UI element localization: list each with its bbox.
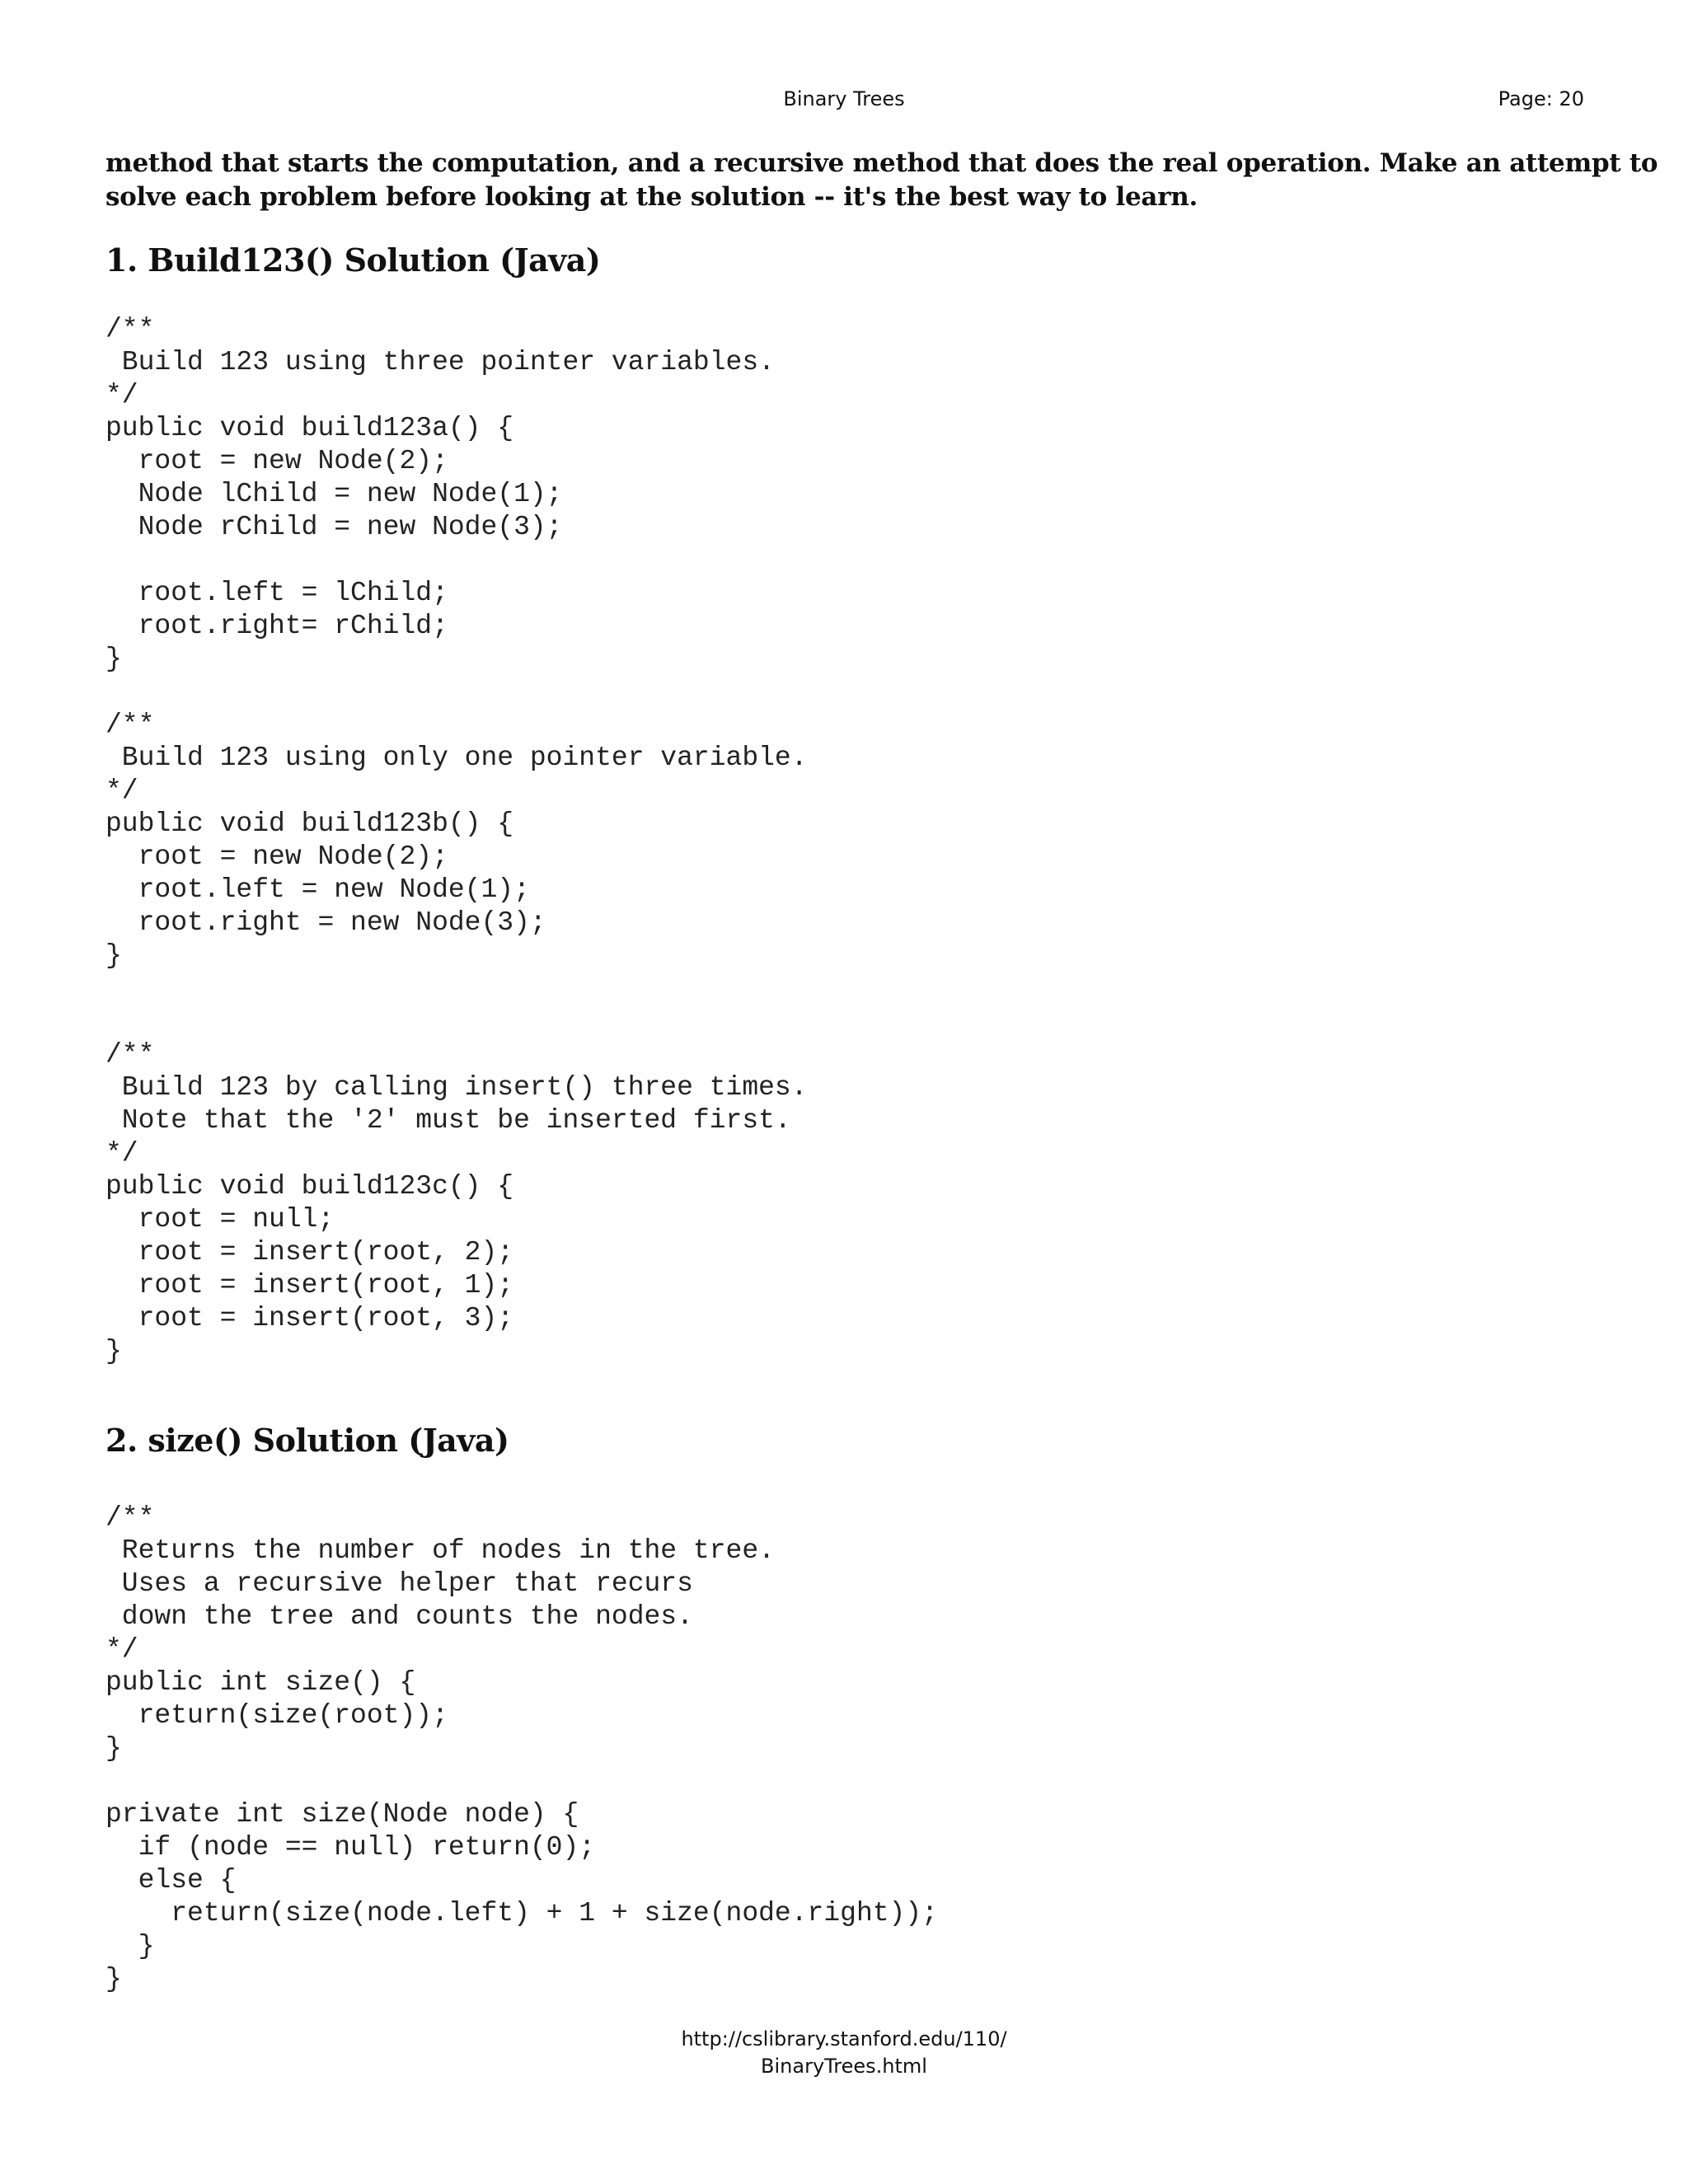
code-line: } <box>106 1733 122 1764</box>
code-line <box>106 676 808 709</box>
code-line: public void build123c() { <box>106 1171 514 1202</box>
code-line: public int size() { <box>106 1667 416 1698</box>
code-line <box>106 972 808 1005</box>
code-line: Build 123 using three pointer variables. <box>106 347 775 377</box>
code-line: public void build123b() { <box>106 808 514 839</box>
section-heading-build123: 1. Build123() Solution (Java) <box>106 241 601 279</box>
footer-url <box>0 2026 1688 2080</box>
code-line: else { <box>106 1865 237 1896</box>
running-title: Binary Trees <box>783 87 905 110</box>
code-block-size <box>106 1502 938 1996</box>
code-line: Node rChild = new Node(3); <box>106 512 563 542</box>
code-line: Uses a recursive helper that recurs <box>106 1568 693 1599</box>
code-line: } <box>106 1336 122 1366</box>
code-line <box>106 1005 808 1038</box>
code-line: /** <box>106 1502 155 1533</box>
footer-url-line: http://cslibrary.stanford.edu/110/ <box>681 2027 1007 2050</box>
code-line: down the tree and counts the nodes. <box>106 1601 693 1632</box>
code-block-build123 <box>106 313 808 1368</box>
code-line: root = new Node(2); <box>106 446 448 476</box>
code-line: /** <box>106 710 155 740</box>
intro-paragraph <box>106 147 1658 214</box>
code-line: root = insert(root, 3); <box>106 1303 514 1333</box>
section-heading-size: 2. size() Solution (Java) <box>106 1422 509 1459</box>
code-line: root = new Node(2); <box>106 841 448 872</box>
code-line: /** <box>106 314 155 344</box>
code-line: root.left = new Node(1); <box>106 874 530 905</box>
code-line: } <box>106 644 122 674</box>
code-line: } <box>106 1964 122 1994</box>
code-line: */ <box>106 380 138 410</box>
code-line: private int size(Node node) { <box>106 1799 579 1830</box>
code-line: Node lChild = new Node(1); <box>106 479 563 509</box>
code-line: root = null; <box>106 1204 335 1235</box>
code-line: root = insert(root, 1); <box>106 1270 514 1301</box>
code-line: Note that the '2' must be inserted first. <box>106 1105 791 1136</box>
code-line: } <box>106 940 122 971</box>
code-line: Returns the number of nodes in the tree. <box>106 1535 775 1566</box>
code-line: } <box>106 1931 155 1961</box>
code-line: */ <box>106 1138 138 1169</box>
code-line: public void build123a() { <box>106 413 514 443</box>
code-line: root.right = new Node(3); <box>106 907 546 938</box>
code-line: /** <box>106 1039 155 1070</box>
intro-line: method that starts the computation, and a recursive method that does the real operation. Make an attempt to <box>106 148 1658 178</box>
footer-url-line: BinaryTrees.html <box>761 2055 927 2078</box>
code-line <box>106 544 808 577</box>
code-line: root = insert(root, 2); <box>106 1237 514 1268</box>
code-line: if (node == null) return(0); <box>106 1832 596 1863</box>
code-line: root.left = lChild; <box>106 578 448 608</box>
code-line: return(size(root)); <box>106 1700 448 1731</box>
code-line: return(size(node.left) + 1 + size(node.right)); <box>106 1898 938 1929</box>
code-line <box>106 1765 938 1798</box>
code-line: */ <box>106 776 138 806</box>
code-line: root.right= rChild; <box>106 611 448 641</box>
code-line: Build 123 by calling insert() three times. <box>106 1072 808 1103</box>
code-line: */ <box>106 1634 138 1665</box>
page-number: Page: 20 <box>1498 87 1584 110</box>
intro-line: solve each problem before looking at the solution -- it's the best way to learn. <box>106 182 1198 212</box>
code-line: Build 123 using only one pointer variable. <box>106 743 808 773</box>
